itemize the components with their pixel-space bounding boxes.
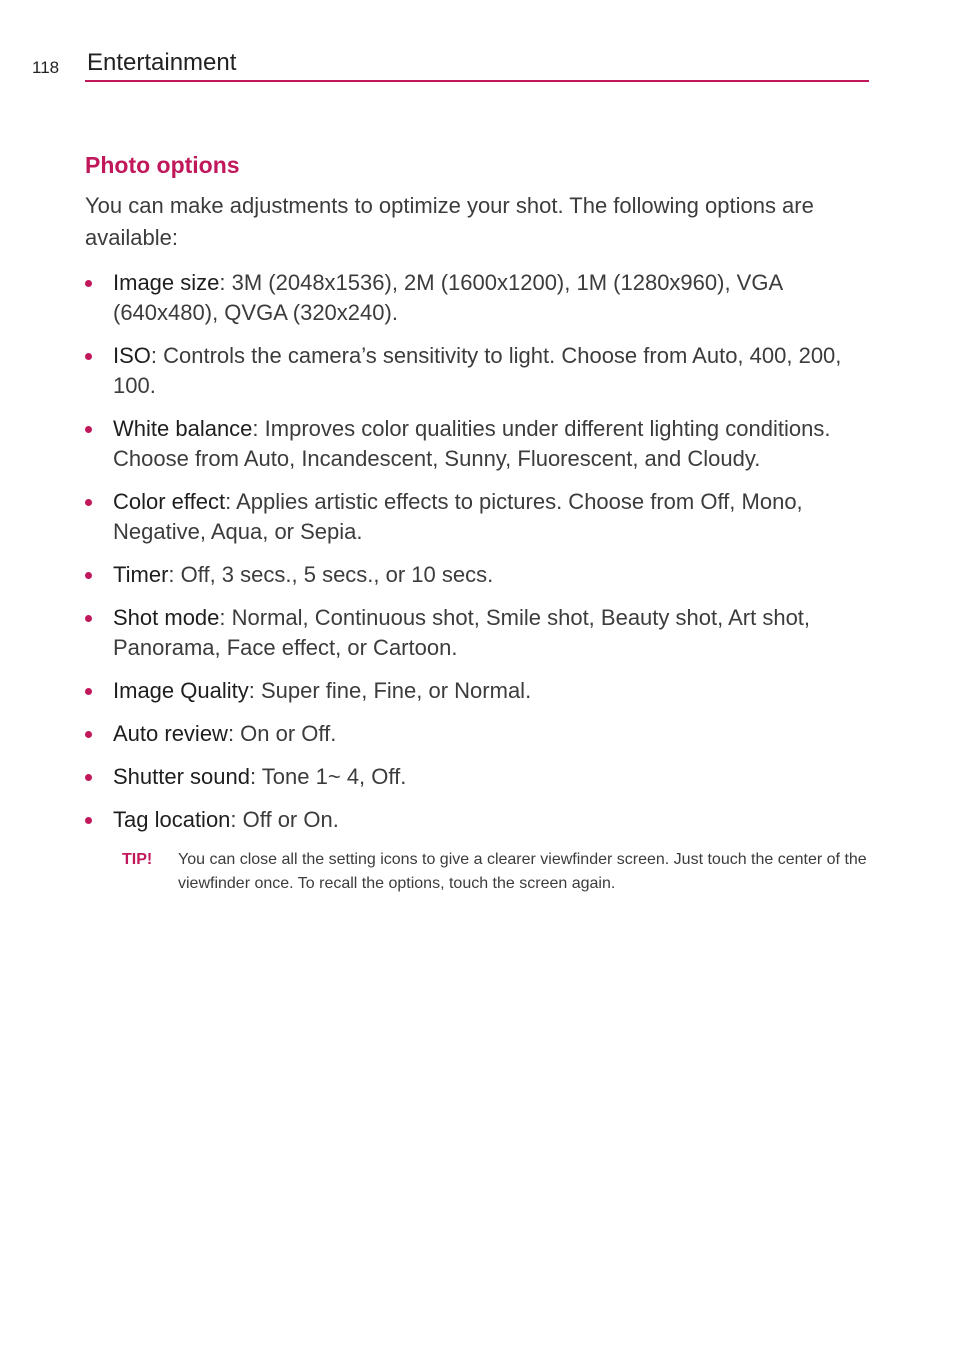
option-term: Auto review	[113, 721, 228, 746]
bullet-icon	[85, 731, 92, 738]
intro-paragraph: You can make adjustments to optimize your shot. The following options are available:	[85, 193, 814, 250]
option-image-quality	[85, 676, 875, 706]
option-description: : Controls the camera’s sensitivity to light. Choose from Auto, 400, 200, 100.	[113, 343, 842, 398]
main-content	[85, 150, 875, 896]
option-term: Color effect	[113, 489, 226, 514]
bullet-icon	[85, 280, 92, 287]
tip-label: TIP!	[122, 851, 153, 868]
option-term: Tag location	[113, 807, 231, 832]
option-description: : Tone 1~ 4, Off.	[249, 764, 407, 789]
section-title: Entertainment	[87, 49, 237, 76]
option-term: Image Quality	[113, 678, 249, 703]
bullet-icon	[85, 615, 92, 622]
tip-note	[85, 848, 875, 896]
header-divider	[85, 80, 869, 82]
option-term: Image size	[113, 270, 220, 295]
option-term: Timer	[113, 562, 169, 587]
option-description: : Super fine, Fine, or Normal.	[248, 678, 532, 703]
option-term: Shutter sound	[113, 764, 250, 789]
option-auto-review	[85, 719, 875, 749]
bullet-icon	[85, 774, 92, 781]
option-timer	[85, 560, 875, 590]
page-heading: Photo options	[85, 152, 240, 178]
bullet-icon	[85, 353, 92, 360]
option-shot-mode	[85, 603, 875, 663]
bullet-icon	[85, 817, 92, 824]
option-iso	[85, 341, 875, 401]
option-term: White balance	[113, 416, 253, 441]
bullet-icon	[85, 499, 92, 506]
option-description: : Improves color qualities under different lighting conditions. Choose from Auto, Incandescent, Sunny, Fluorescent, and Cloudy.	[113, 416, 831, 471]
option-description: : Normal, Continuous shot, Smile shot, Beauty shot, Art shot, Panorama, Face effect, or Cartoon.	[113, 605, 811, 660]
option-image-size	[85, 268, 875, 328]
option-description: : 3M (2048x1536), 2M (1600x1200), 1M (1280x960), VGA (640x480), QVGA (320x240).	[113, 270, 782, 325]
option-term: Shot mode	[113, 605, 220, 630]
option-color-effect	[85, 487, 875, 547]
page-number: 118	[32, 58, 60, 77]
bullet-icon	[85, 572, 92, 579]
tip-text: You can close all the setting icons to give a clearer viewfinder screen. Just touch the center of the viewfinder once. To recall the options, touch the screen again.	[178, 851, 867, 892]
option-shutter-sound	[85, 762, 875, 792]
option-description: : Applies artistic effects to pictures. Choose from Off, Mono, Negative, Aqua, or Sepia.	[113, 489, 803, 544]
bullet-icon	[85, 688, 92, 695]
option-description: : On or Off.	[227, 721, 337, 746]
option-description: : Off, 3 secs., 5 secs., or 10 secs.	[168, 562, 494, 587]
option-description: : Off or On.	[230, 807, 339, 832]
bullet-icon	[85, 426, 92, 433]
option-white-balance	[85, 414, 875, 474]
option-term: ISO	[113, 343, 151, 368]
option-tag-location	[85, 805, 875, 835]
photo-options-list	[85, 268, 875, 835]
